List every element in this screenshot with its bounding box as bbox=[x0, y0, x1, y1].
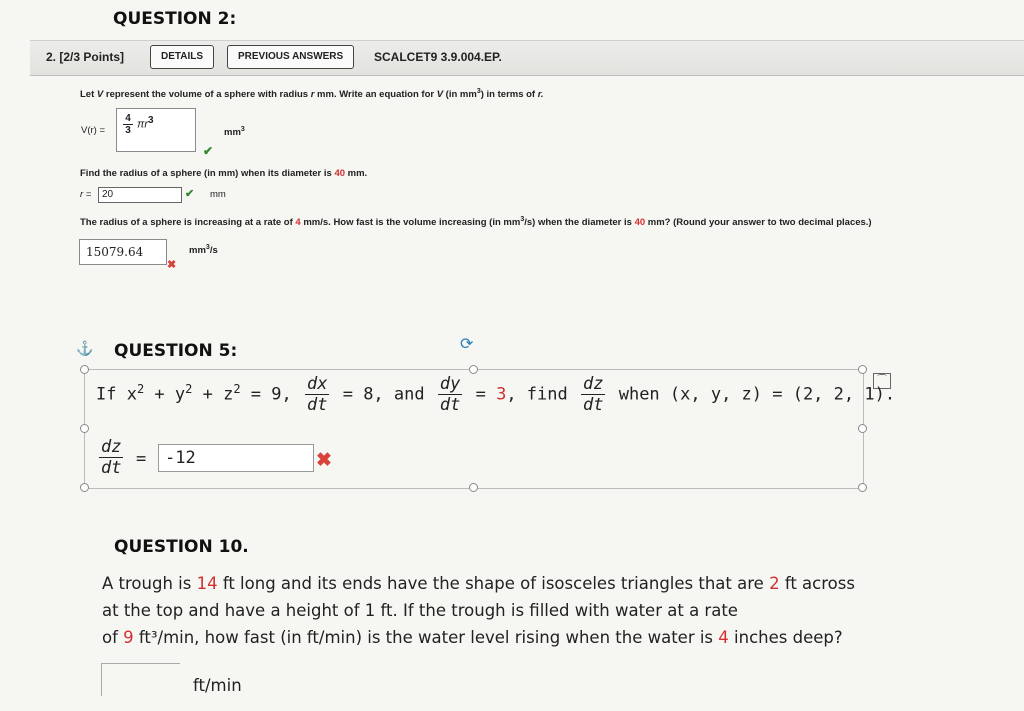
answer-numerator: 4 bbox=[123, 113, 133, 125]
resize-handle-e[interactable] bbox=[858, 424, 867, 433]
q2-points: 2. [2/3 Points] bbox=[46, 50, 125, 64]
volume-answer-box[interactable] bbox=[116, 108, 196, 152]
q10-line-3: of 9 ft³/min, how fast (in ft/min) is the water level rising when the water is 4 inches deep? bbox=[102, 628, 843, 647]
resize-handle-nw[interactable] bbox=[80, 365, 89, 374]
rate-units: $mm^3/s$ bbox=[189, 244, 218, 257]
rate-input[interactable]: 15079.64 bbox=[79, 239, 167, 265]
dz-dt-input[interactable]: -12 bbox=[158, 444, 314, 472]
q10-prompt bbox=[102, 570, 902, 651]
q5-equation: If $x^2 + y^2 + z^2 = 9$, $\frac{dx}{dt}$ = 8, and $\frac{dy}{dt}$ = 3, find $\frac{dz}{dt}$ when (x, y, z) = (2, 2, 1). bbox=[96, 374, 896, 415]
q10-line-2: at the top and have a height of 1 ft. If the trough is filled with water at a rate bbox=[102, 601, 738, 620]
rotate-handle-icon[interactable]: ⟳ bbox=[460, 336, 474, 353]
resize-handle-ne[interactable] bbox=[858, 365, 867, 374]
r-label: r = bbox=[80, 189, 92, 200]
answer-denominator: 3 bbox=[125, 125, 131, 136]
q10-units: ft/min bbox=[193, 676, 242, 695]
q2-prompt-1: Let V represent the volume of a sphere with radius r mm. Write an equation for V (in $mm^3$) in terms of r. bbox=[80, 88, 544, 101]
vr-label: V(r) = bbox=[81, 125, 106, 136]
radius-input[interactable]: 20 bbox=[98, 187, 182, 203]
resize-handle-w[interactable] bbox=[80, 424, 89, 433]
volume-correct-icon: ✔ bbox=[203, 144, 214, 158]
q2-prompt-3: The radius of a sphere is increasing at a rate of 4 mm/s. How fast is the volume increasing (in $mm^3/s$) when the diameter is 40 mm? (Round your answer to two decimal places.) bbox=[80, 216, 872, 229]
problem-code: SCALCET9 3.9.004.EP. bbox=[374, 50, 502, 64]
rate-incorrect-icon: ✖ bbox=[167, 259, 177, 271]
q5-equals: = bbox=[136, 449, 147, 469]
resize-handle-n[interactable] bbox=[469, 365, 478, 374]
radius-correct-icon: ✔ bbox=[185, 188, 195, 200]
layout-options-icon[interactable]: ⌒ bbox=[873, 373, 891, 389]
anchor-icon: ⚓ bbox=[76, 340, 94, 356]
radius-units: mm bbox=[210, 189, 226, 200]
resize-handle-se[interactable] bbox=[858, 483, 867, 492]
volume-units: $mm^3$ bbox=[224, 126, 245, 139]
details-button[interactable]: DETAILS bbox=[150, 45, 214, 69]
q2-prompt-2: Find the radius of a sphere (in mm) when its diameter is 40 mm. bbox=[80, 168, 368, 179]
q2-heading: QUESTION 2: bbox=[113, 9, 237, 29]
q5-incorrect-icon: ✖ bbox=[316, 450, 332, 471]
q10-line-1: A trough is 14 ft long and its ends have the shape of isosceles triangles that are 2 ft across bbox=[102, 574, 855, 593]
q10-heading: QUESTION 10. bbox=[114, 537, 249, 557]
resize-handle-s[interactable] bbox=[469, 483, 478, 492]
dz-dt-label: $\frac{dz}{dt}$ bbox=[101, 437, 122, 478]
q5-heading: QUESTION 5: bbox=[114, 341, 238, 361]
answer-pi-r: $\pi r^3$ bbox=[137, 115, 154, 131]
q10-answer-input[interactable] bbox=[101, 663, 180, 696]
resize-handle-sw[interactable] bbox=[80, 483, 89, 492]
previous-answers-button[interactable]: PREVIOUS ANSWERS bbox=[227, 45, 354, 69]
